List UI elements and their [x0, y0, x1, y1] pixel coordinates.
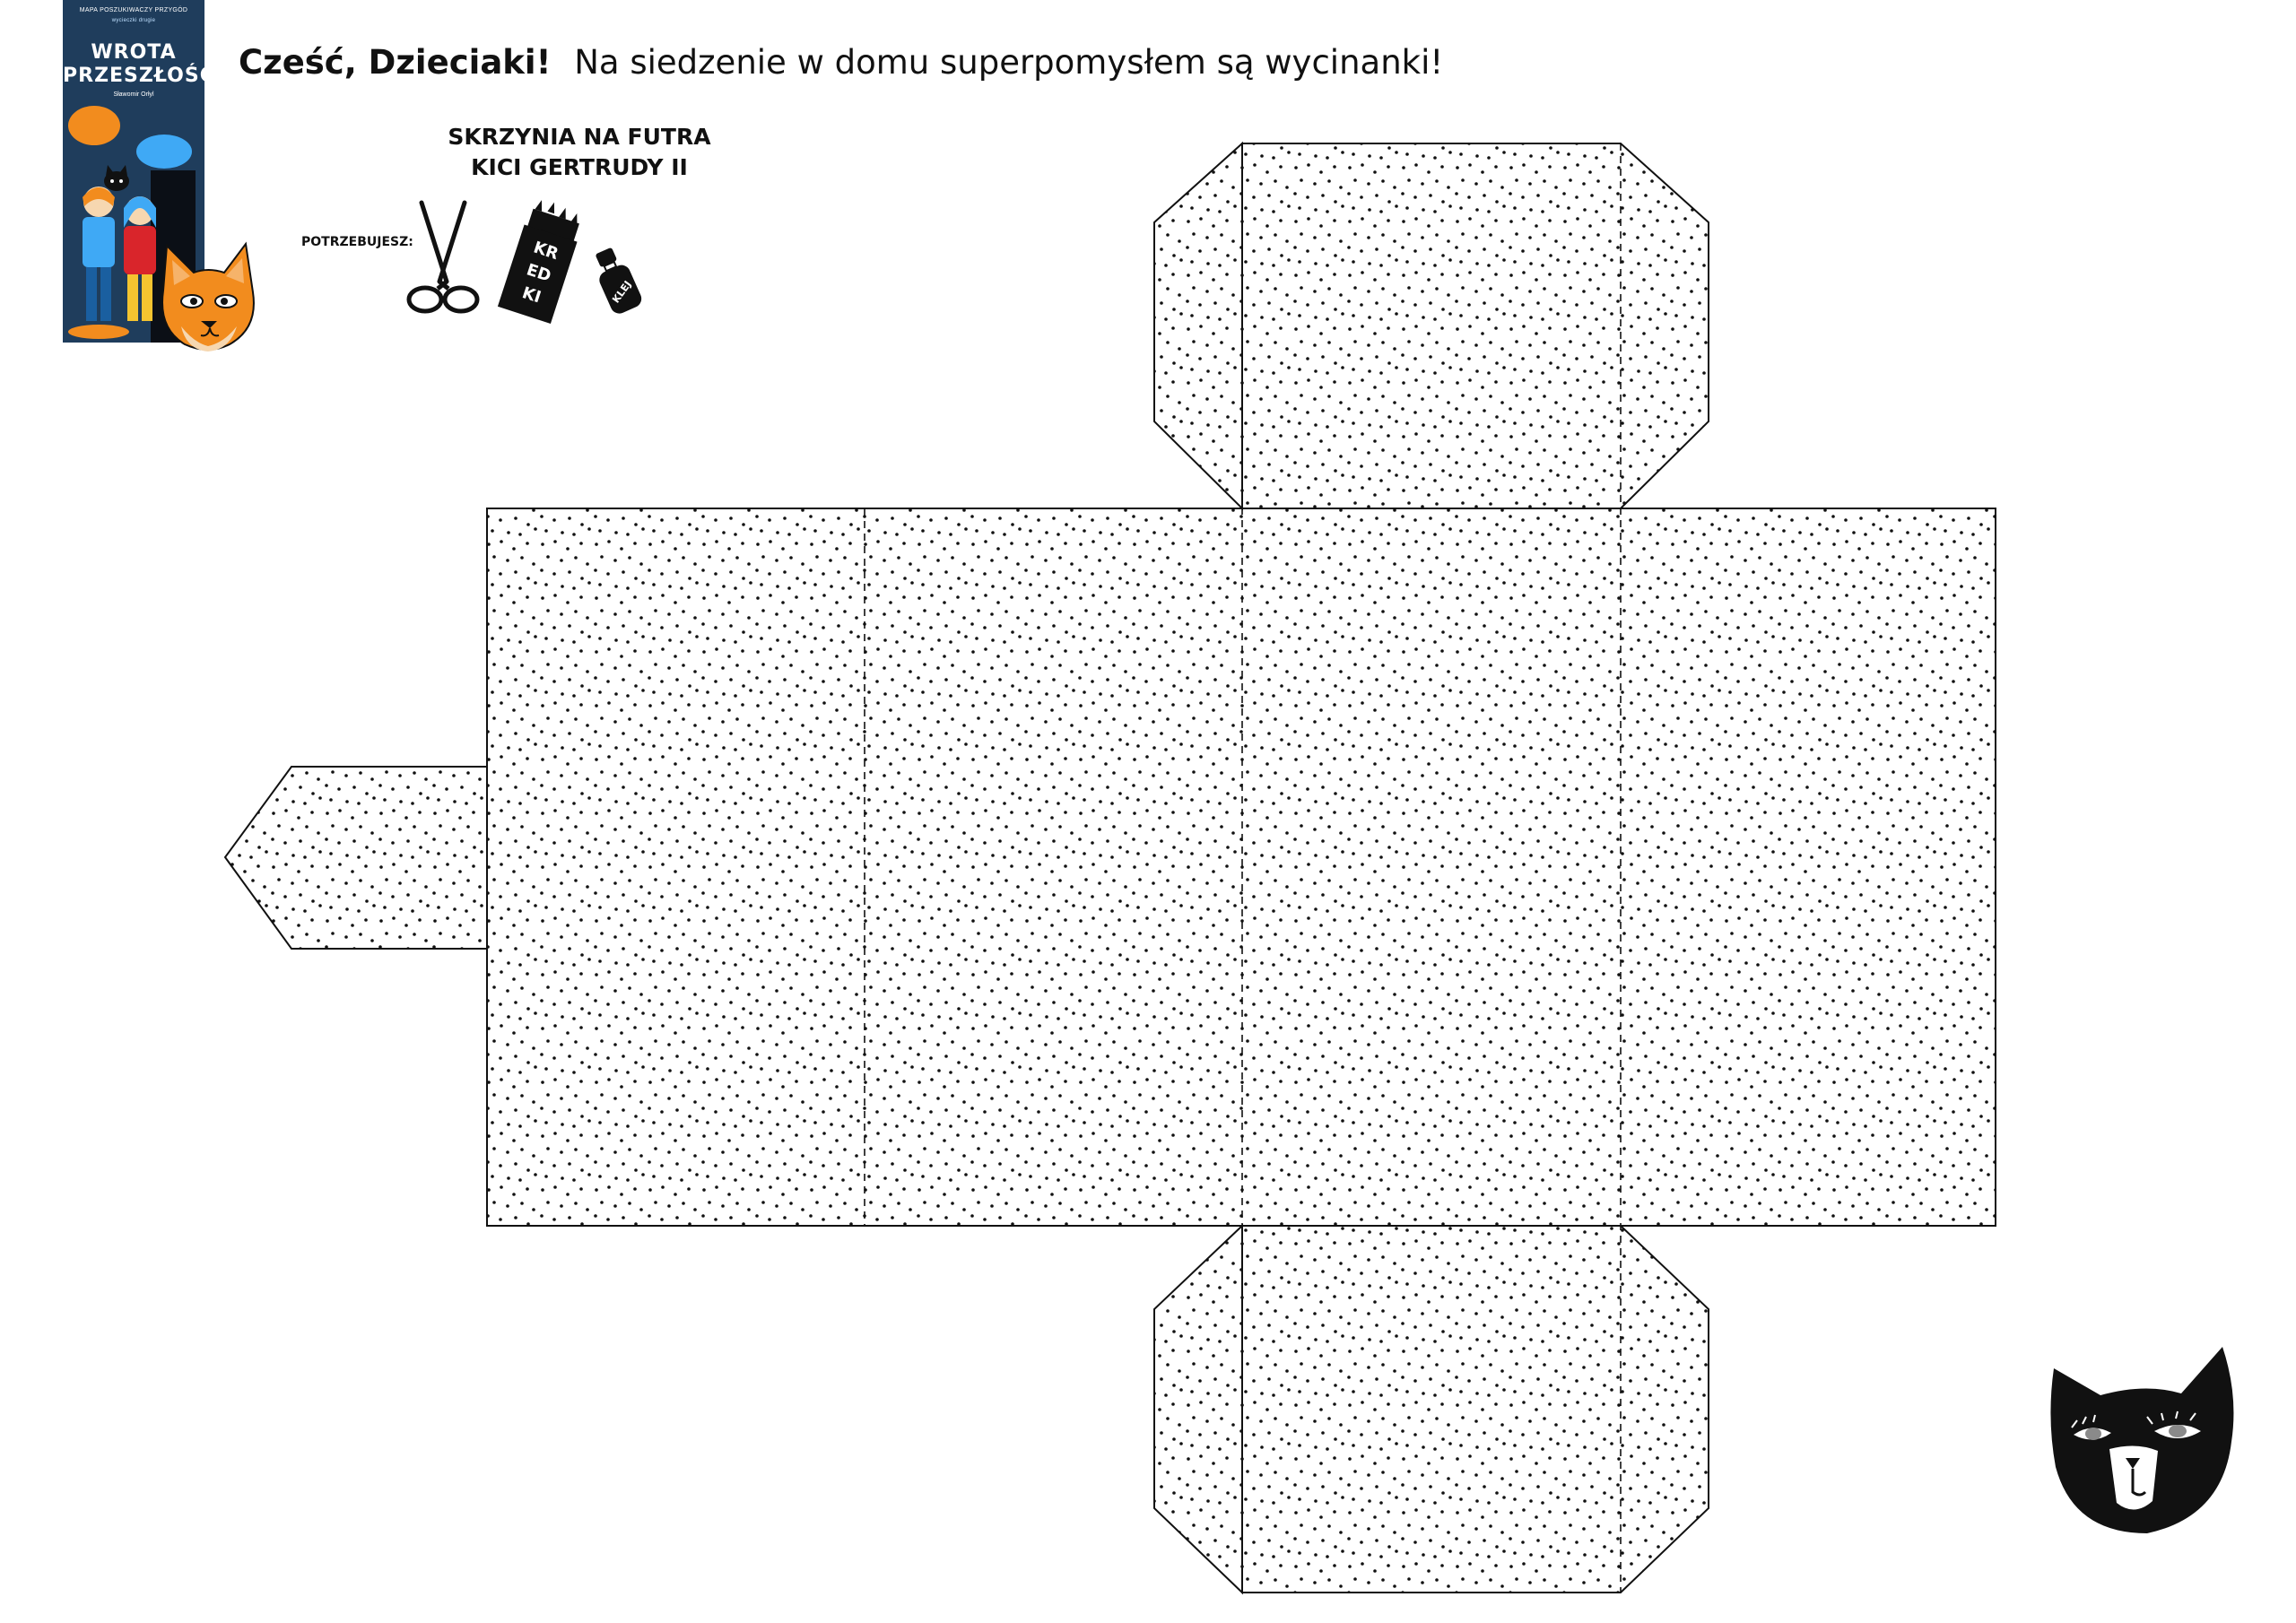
book-title: WROTA PRZESZŁOŚCI: [63, 41, 224, 87]
craft-title: SKRZYNIA NA FUTRA KICI GERTRUDY II: [448, 124, 711, 180]
black-cat-head-illustration: [2047, 1341, 2237, 1539]
needs-label: POTRZEBUJESZ:: [301, 235, 413, 249]
book-author: Sławomir Orłyl: [113, 91, 154, 98]
svg-text:KI: KI: [519, 283, 544, 308]
svg-text:ED: ED: [524, 260, 553, 286]
greeting-text: Cześć, Dzieciaki!: [239, 43, 552, 82]
svg-text:KLEJ: KLEJ: [610, 278, 634, 306]
intro-message: Na siedzenie w domu superpomysłem są wycinanki!: [574, 43, 1444, 82]
book-series: MAPA POSZUKIWACZY PRZYGÓD: [79, 7, 188, 13]
net-outline: [225, 143, 1996, 1593]
svg-text:KR: KR: [531, 238, 561, 265]
book-subtitle: wycieczki drugie: [111, 18, 156, 23]
